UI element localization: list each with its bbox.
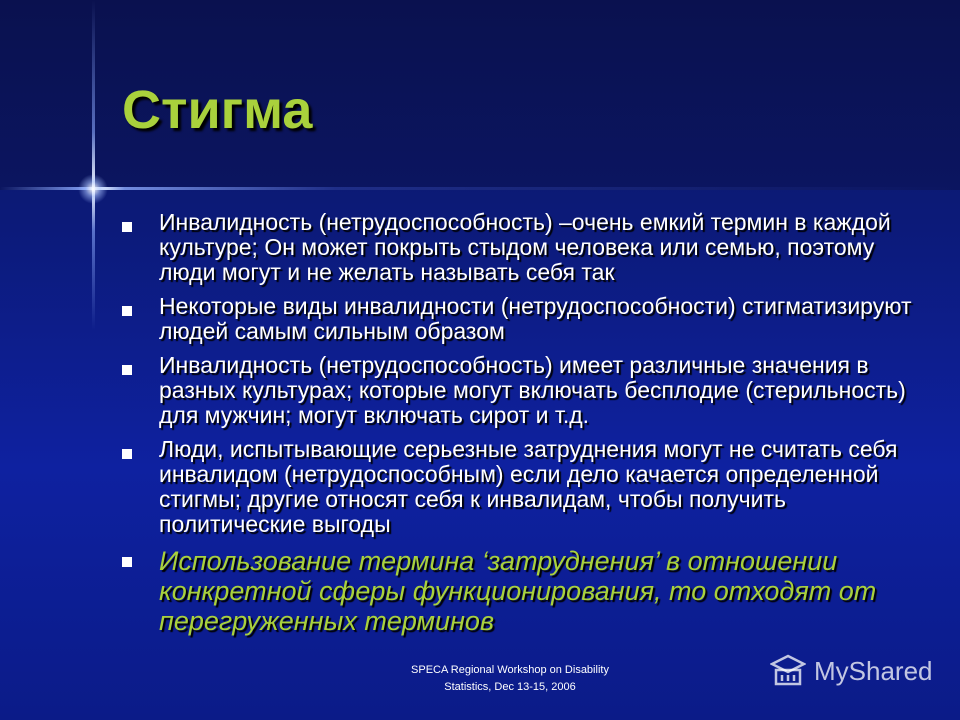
bullet-item <box>122 210 922 285</box>
footer-line-2: Statistics, Dec 13-15, 2006 <box>444 681 576 693</box>
slide-title: Стигма <box>122 80 313 140</box>
bullet-text: Инвалидность (нетрудоспособность) –очень емкий термин в каждой культуре; Он может покрыть стыдом человека или семью, поэтому люди могут и не желать называть себя так <box>159 209 891 285</box>
mortarboard-icon <box>770 654 806 688</box>
light-flare-horizontal <box>0 187 960 190</box>
square-bullet-icon <box>122 449 132 459</box>
bullet-list <box>122 210 922 645</box>
square-bullet-icon <box>122 306 132 316</box>
watermark <box>770 654 933 688</box>
emphasis-bullet-item <box>122 546 922 636</box>
bullet-item <box>122 353 922 428</box>
bullet-item <box>122 437 922 537</box>
footer-line-1: SPECA Regional Workshop on Disability <box>411 664 609 676</box>
bullet-text: Некоторые виды инвалидности (нетрудоспособности) стигматизируют людей самым сильным образом <box>159 293 912 344</box>
watermark-text: MyShared <box>814 656 933 686</box>
bullet-text: Инвалидность (нетрудоспособность) имеет различные значения в разных культурах; которые могут включать бесплодие (стерильность) для мужчин; могут включать сирот и т.д. <box>159 352 906 428</box>
emphasis-bullet-text: Использование термина ‘затруднения’ в отношении конкретной сферы функционирования, то отходят от перегруженных терминов <box>159 546 877 636</box>
light-flare-vertical <box>92 0 95 330</box>
bullet-text: Люди, испытывающие серьезные затруднения могут не считать себя инвалидом (нетрудоспособным) если дело качается определенной стигмы; другие относят себя к инвалидам, чтобы получить политические выгоды <box>159 436 898 537</box>
slide-footer <box>350 662 670 696</box>
bullet-item <box>122 294 922 344</box>
light-flare-core <box>78 174 108 204</box>
square-bullet-icon <box>122 557 132 567</box>
square-bullet-icon <box>122 222 132 232</box>
square-bullet-icon <box>122 365 132 375</box>
